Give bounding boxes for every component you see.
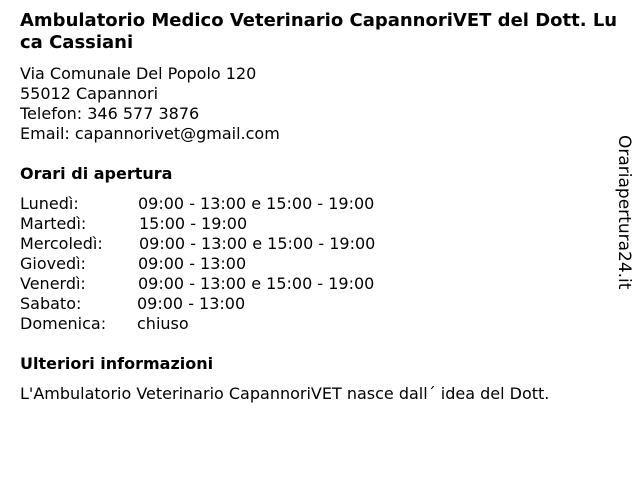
time-value: 09:00 - 13:00 e 15:00 - 19:00 (138, 274, 375, 293)
day-label: Sabato: (20, 294, 82, 313)
day-label: Giovedì: (20, 254, 86, 273)
time-value: 09:00 - 13:00 e 15:00 - 19:00 (139, 234, 376, 253)
time-value: 09:00 - 13:00 (138, 254, 247, 273)
street-address: Via Comunale Del Popolo 120 (20, 64, 257, 83)
opening-hours-heading: Orari di apertura (20, 164, 173, 183)
day-label: Lunedì: (20, 194, 79, 213)
time-value: 09:00 - 13:00 (137, 294, 246, 313)
time-value: chiuso (137, 314, 189, 333)
page-title: Ambulatorio Medico Veterinario CapannoriVET del Dott. Luca Cassiani (20, 10, 618, 53)
further-info-text: L'Ambulatorio Veterinario CapannoriVET nasce dall´ idea del Dott. (20, 384, 550, 403)
city-address: 55012 Capannori (20, 84, 159, 103)
day-label: Venerdì: (20, 274, 86, 293)
day-label: Domenica: (20, 314, 107, 333)
site-brand-watermark: Orariapertura24.it (614, 135, 634, 290)
further-info-heading: Ulteriori informazioni (20, 354, 214, 373)
time-value: 15:00 - 19:00 (139, 214, 248, 233)
time-value: 09:00 - 13:00 e 15:00 - 19:00 (138, 194, 375, 213)
email-address: Email: capannorivet@gmail.com (20, 124, 280, 143)
address-block (20, 64, 280, 144)
day-label: Martedì: (20, 214, 87, 233)
phone-number: Telefon: 346 577 3876 (20, 104, 200, 123)
day-label: Mercoledì: (20, 234, 103, 253)
